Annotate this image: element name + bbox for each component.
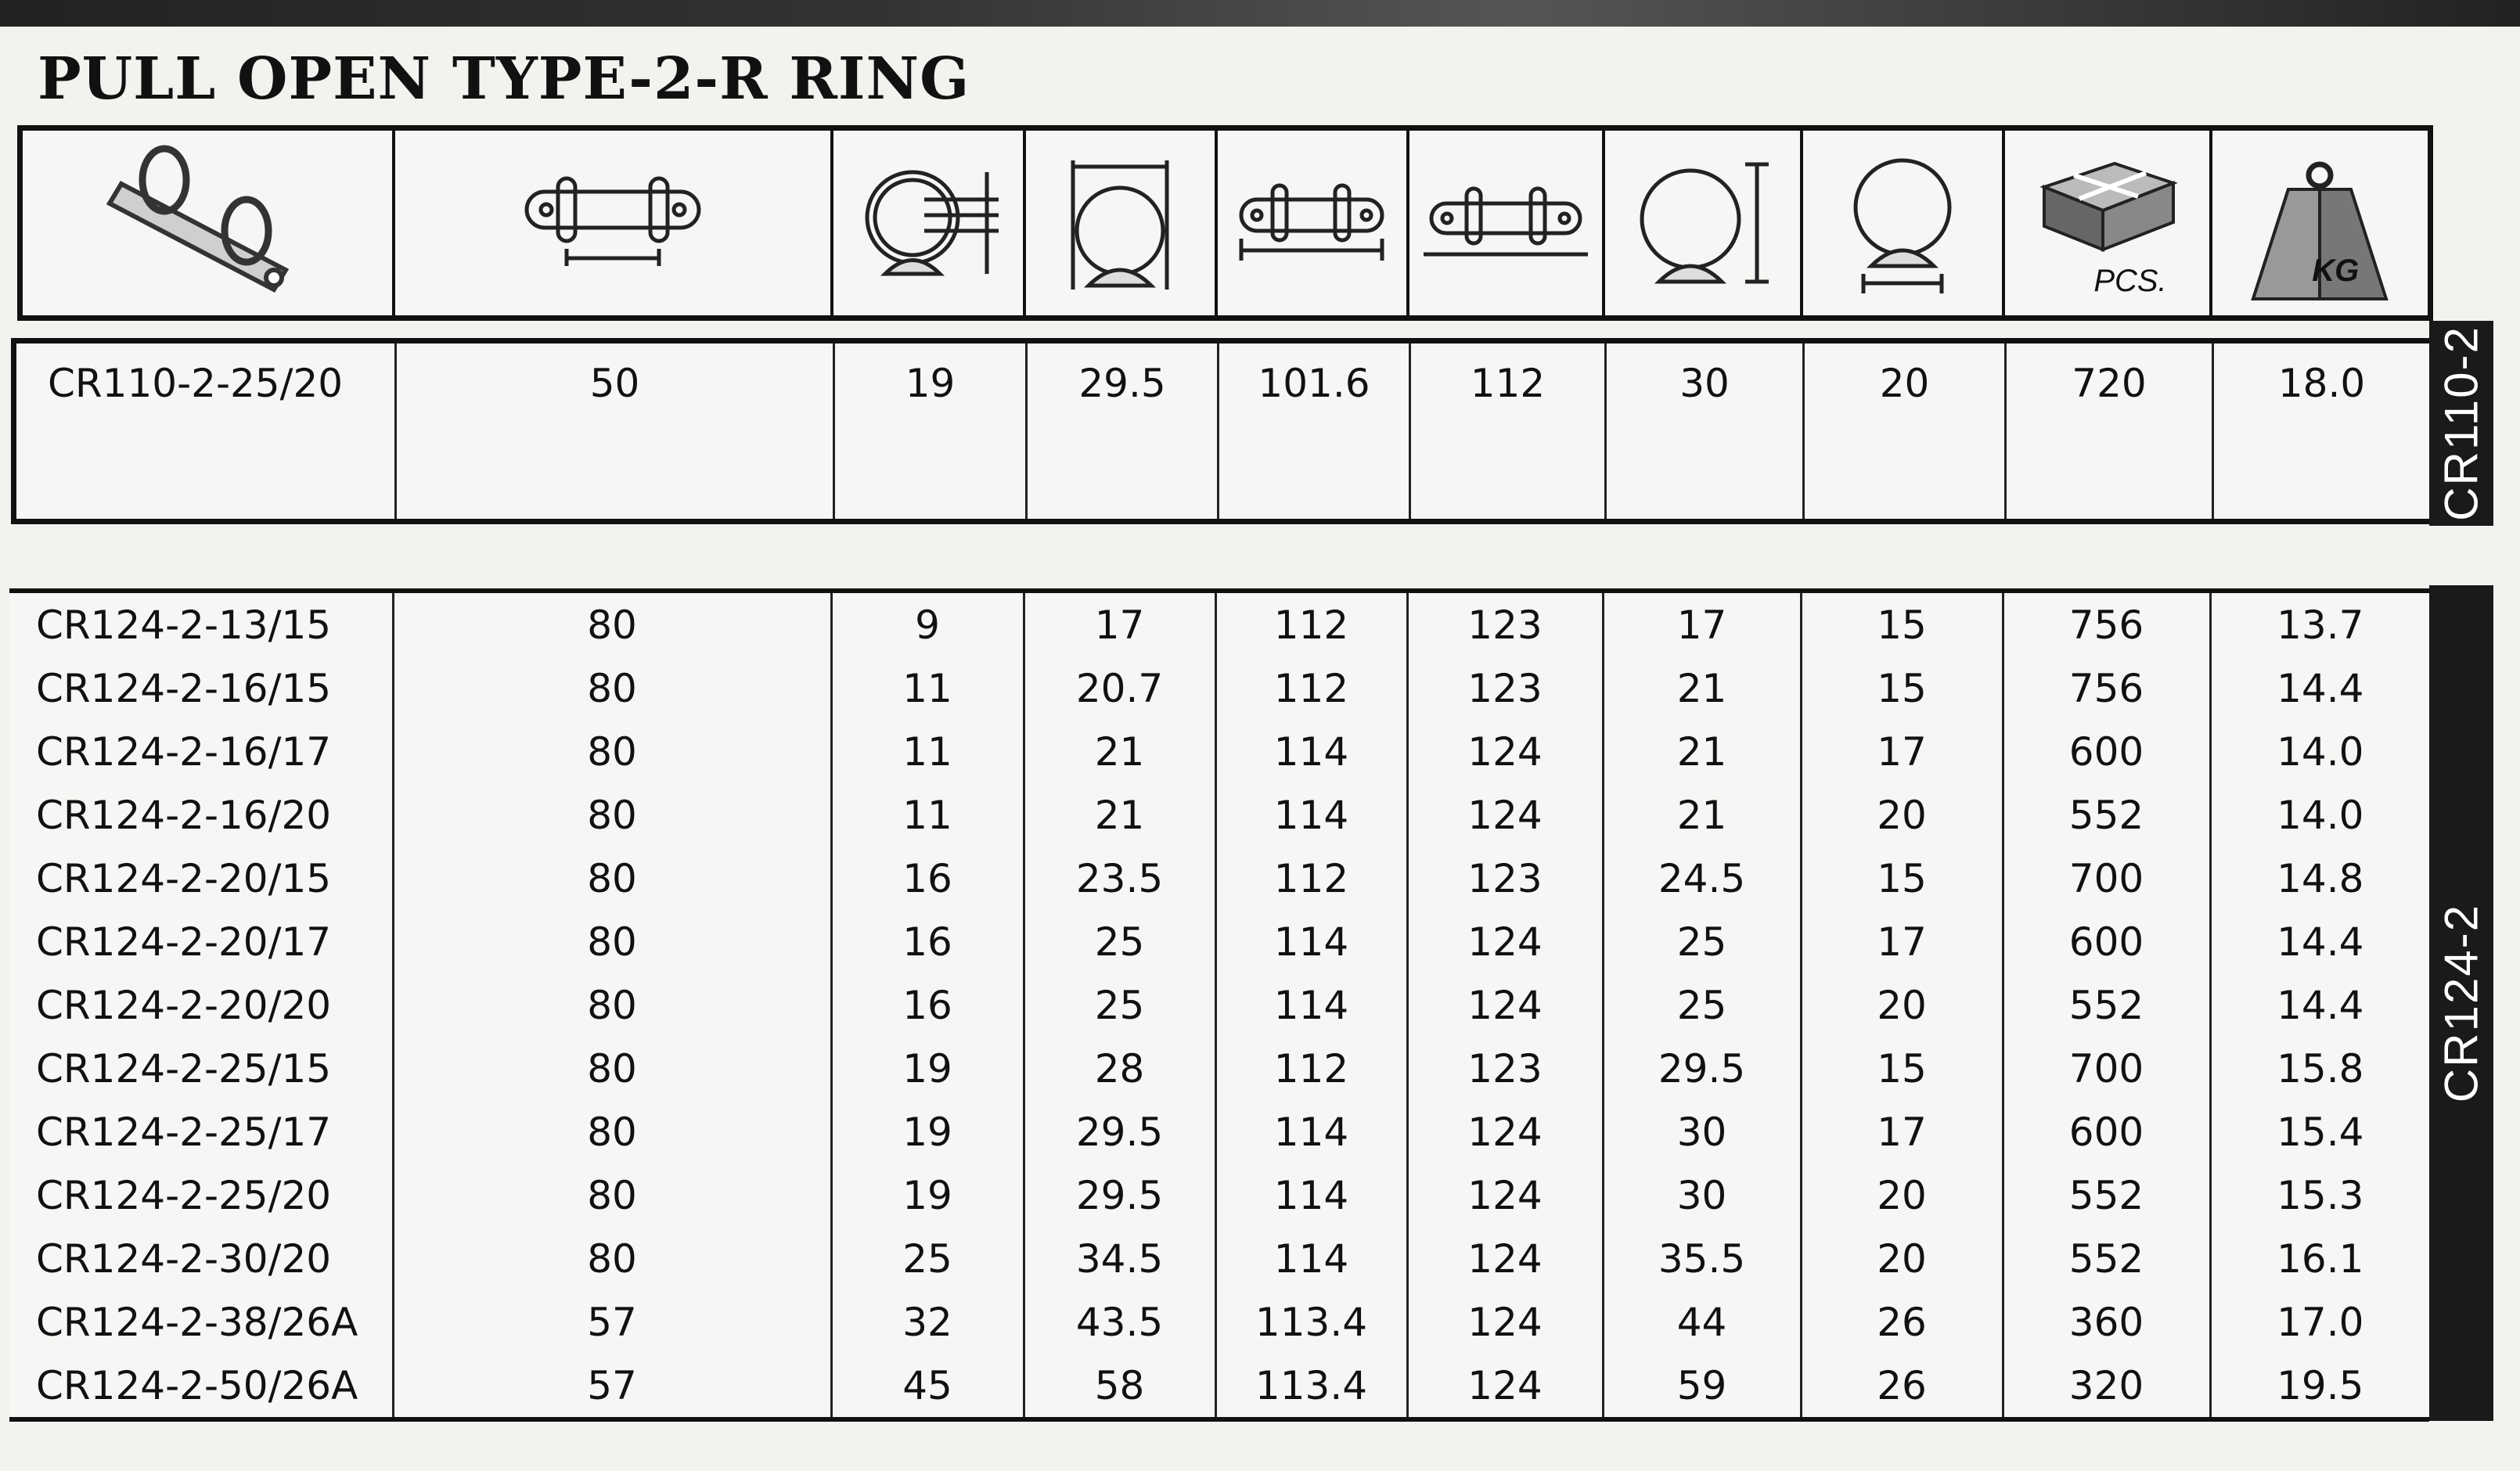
value-cell: 700 — [2003, 1037, 2210, 1100]
value-cell: 124 — [1407, 1100, 1603, 1163]
value-cell: 20 — [1804, 341, 2006, 522]
value-cell: 552 — [2003, 783, 2210, 847]
value-cell: 124 — [1407, 783, 1603, 847]
value-cell: 34.5 — [1024, 1227, 1215, 1290]
value-cell: 21 — [1603, 720, 1801, 783]
value-cell: 720 — [2006, 341, 2213, 522]
page-title: PULL OPEN TYPE-2-R RING — [38, 45, 970, 113]
value-cell: 58 — [1024, 1354, 1215, 1419]
value-cell: 44 — [1603, 1290, 1801, 1354]
value-cell: 15 — [1801, 591, 2003, 656]
model-cell: CR124-2-20/20 — [36, 982, 332, 1028]
value-cell: 80 — [393, 973, 831, 1037]
value-cell: 59 — [1603, 1354, 1801, 1419]
value-cell: 360 — [2003, 1290, 2210, 1354]
value-cell: 114 — [1215, 910, 1407, 973]
value-cell: 112 — [1215, 847, 1407, 910]
value-cell: 124 — [1407, 910, 1603, 973]
value-cell: 30 — [1606, 341, 1804, 522]
value-cell: 35.5 — [1603, 1227, 1801, 1290]
value-cell: 17.0 — [2210, 1290, 2429, 1354]
value-cell: 112 — [1410, 341, 1606, 522]
value-cell: 15.8 — [2210, 1037, 2429, 1100]
value-cell: 15 — [1801, 656, 2003, 720]
value-cell: 18.0 — [2213, 341, 2432, 522]
value-cell: 25 — [1603, 973, 1801, 1037]
value-cell: 14.4 — [2210, 910, 2429, 973]
value-cell: 14.0 — [2210, 783, 2429, 847]
value-cell: 15.4 — [2210, 1100, 2429, 1163]
value-cell: 114 — [1215, 783, 1407, 847]
value-cell: 20 — [1801, 973, 2003, 1037]
header-cell-kg — [2211, 128, 2431, 318]
model-cell: CR124-2-25/20 — [36, 1172, 332, 1218]
header-cell-spacing — [394, 128, 832, 318]
value-cell: 80 — [393, 1163, 831, 1227]
value-cell: 26 — [1801, 1354, 2003, 1419]
value-cell: 15 — [1801, 847, 2003, 910]
base-width-diagram-icon — [1832, 149, 1973, 297]
table-row — [9, 1037, 2429, 1100]
table-row — [9, 1227, 2429, 1290]
value-cell: 600 — [2003, 1100, 2210, 1163]
value-cell: 552 — [2003, 973, 2210, 1037]
table-row — [9, 910, 2429, 973]
table-row — [14, 341, 2432, 522]
kg-label: KG — [2312, 253, 2360, 288]
value-cell: 114 — [1215, 1163, 1407, 1227]
weight-icon — [2245, 158, 2394, 315]
model-cell: CR124-2-16/20 — [36, 792, 332, 838]
value-cell: 57 — [393, 1354, 831, 1419]
value-cell: 123 — [1407, 591, 1603, 656]
value-cell: 114 — [1215, 973, 1407, 1037]
value-cell: 80 — [393, 720, 831, 783]
value-cell: 20 — [1801, 1163, 2003, 1227]
value-cell: 700 — [2003, 847, 2210, 910]
value-cell: 320 — [2003, 1354, 2210, 1419]
value-cell: 123 — [1407, 656, 1603, 720]
value-cell: 123 — [1407, 1037, 1603, 1100]
ring-spacing-diagram-icon — [511, 172, 715, 274]
base-length-diagram-icon — [1229, 176, 1394, 270]
value-cell: 123 — [1407, 847, 1603, 910]
top-dark-band — [0, 0, 2520, 27]
value-cell: 17 — [1024, 591, 1215, 656]
value-cell: 11 — [831, 656, 1024, 720]
value-cell: 124 — [1407, 1290, 1603, 1354]
model-cell: CR124-2-16/17 — [36, 728, 332, 775]
value-cell: 17 — [1801, 720, 2003, 783]
value-cell: 16.1 — [2210, 1227, 2429, 1290]
value-cell: 19 — [831, 1163, 1024, 1227]
value-cell: 29.5 — [1024, 1163, 1215, 1227]
cr110-table — [11, 338, 2435, 524]
value-cell: 600 — [2003, 720, 2210, 783]
value-cell: 11 — [831, 783, 1024, 847]
value-cell: 26 — [1801, 1290, 2003, 1354]
value-cell: 552 — [2003, 1163, 2210, 1227]
value-cell: 15.3 — [2210, 1163, 2429, 1227]
value-cell: 30 — [1603, 1163, 1801, 1227]
value-cell: 25 — [831, 1227, 1024, 1290]
value-cell: 124 — [1407, 1163, 1603, 1227]
group-label-text: CR110-2 — [2435, 325, 2488, 521]
value-cell: 25 — [1024, 973, 1215, 1037]
value-cell: 20.7 — [1024, 656, 1215, 720]
ring-mechanism-photo-icon — [90, 137, 325, 309]
value-cell: 80 — [393, 656, 831, 720]
header-cell-base-width — [1802, 128, 2003, 318]
value-cell: 21 — [1603, 783, 1801, 847]
group-label-cr124-2 — [2429, 585, 2493, 1421]
value-cell: 19 — [834, 341, 1027, 522]
value-cell: 552 — [2003, 1227, 2210, 1290]
group-label-text: CR124-2 — [2435, 903, 2488, 1103]
header-cell-capacity — [832, 128, 1024, 318]
model-cell: CR124-2-25/15 — [36, 1045, 332, 1092]
model-cell: CR124-2-20/15 — [36, 855, 332, 901]
value-cell: 80 — [393, 1037, 831, 1100]
cr124-table — [9, 588, 2429, 1422]
value-cell: 112 — [1215, 1037, 1407, 1100]
value-cell: 112 — [1215, 591, 1407, 656]
value-cell: 11 — [831, 720, 1024, 783]
header-cell-overall-length — [1408, 128, 1604, 318]
table-row — [9, 783, 2429, 847]
header-icon-row — [17, 125, 2433, 321]
value-cell: 80 — [393, 910, 831, 973]
table-row — [9, 720, 2429, 783]
value-cell: 80 — [393, 1227, 831, 1290]
table-row — [9, 1354, 2429, 1419]
value-cell: 17 — [1801, 1100, 2003, 1163]
value-cell: 114 — [1215, 1227, 1407, 1290]
value-cell: 14.4 — [2210, 973, 2429, 1037]
value-cell: 80 — [393, 783, 831, 847]
header-cell-height — [1024, 128, 1216, 318]
value-cell: 29.5 — [1027, 341, 1219, 522]
header-cell-ring-diameter — [1604, 128, 1802, 318]
value-cell: 113.4 — [1215, 1290, 1407, 1354]
value-cell: 19 — [831, 1037, 1024, 1100]
model-cell: CR124-2-50/26A — [36, 1362, 358, 1408]
value-cell: 600 — [2003, 910, 2210, 973]
value-cell: 124 — [1407, 1227, 1603, 1290]
value-cell: 45 — [831, 1354, 1024, 1419]
value-cell: 20 — [1801, 783, 2003, 847]
value-cell: 30 — [1603, 1100, 1801, 1163]
value-cell: 15 — [1801, 1037, 2003, 1100]
value-cell: 124 — [1407, 973, 1603, 1037]
model-cell: CR124-2-38/26A — [36, 1299, 358, 1345]
value-cell: 21 — [1024, 720, 1215, 783]
value-cell: 19 — [831, 1100, 1024, 1163]
value-cell: 80 — [393, 847, 831, 910]
value-cell: 114 — [1215, 720, 1407, 783]
group-label-cr110-2 — [2429, 321, 2493, 526]
value-cell: 16 — [831, 847, 1024, 910]
value-cell: 23.5 — [1024, 847, 1215, 910]
value-cell: 25 — [1024, 910, 1215, 973]
value-cell: 9 — [831, 591, 1024, 656]
value-cell: 756 — [2003, 591, 2210, 656]
value-cell: 112 — [1215, 656, 1407, 720]
value-cell: 19.5 — [2210, 1354, 2429, 1419]
value-cell: 14.4 — [2210, 656, 2429, 720]
value-cell: 17 — [1603, 591, 1801, 656]
model-cell: CR124-2-25/17 — [36, 1109, 332, 1155]
value-cell: 80 — [393, 591, 831, 656]
table-row — [9, 847, 2429, 910]
value-cell: 14.8 — [2210, 847, 2429, 910]
value-cell: 29.5 — [1603, 1037, 1801, 1100]
value-cell: 13.7 — [2210, 591, 2429, 656]
table-row — [9, 656, 2429, 720]
cr124-table-body — [9, 591, 2429, 1419]
value-cell: 29.5 — [1024, 1100, 1215, 1163]
value-cell: 57 — [393, 1290, 831, 1354]
value-cell: 21 — [1024, 783, 1215, 847]
value-cell: 32 — [831, 1290, 1024, 1354]
table-row — [9, 1163, 2429, 1227]
value-cell: 124 — [1407, 1354, 1603, 1419]
table-row — [9, 1100, 2429, 1163]
model-cell: CR124-2-20/17 — [36, 919, 332, 965]
value-cell: 17 — [1801, 910, 2003, 973]
value-cell: 20 — [1801, 1227, 2003, 1290]
value-cell: 124 — [1407, 720, 1603, 783]
value-cell: 80 — [393, 1100, 831, 1163]
ring-diameter-diagram-icon — [1624, 153, 1780, 293]
overall-length-diagram-icon — [1420, 176, 1592, 270]
model-cell: CR124-2-30/20 — [36, 1235, 332, 1282]
value-cell: 101.6 — [1219, 341, 1410, 522]
value-cell: 43.5 — [1024, 1290, 1215, 1354]
value-cell: 756 — [2003, 656, 2210, 720]
value-cell: 113.4 — [1215, 1354, 1407, 1419]
value-cell: 14.0 — [2210, 720, 2429, 783]
value-cell: 50 — [396, 341, 834, 522]
model-cell: CR110-2-25/20 — [48, 361, 344, 406]
table-row — [9, 1290, 2429, 1354]
value-cell: 24.5 — [1603, 847, 1801, 910]
header-cell-photo — [20, 128, 394, 318]
value-cell: 25 — [1603, 910, 1801, 973]
value-cell: 16 — [831, 973, 1024, 1037]
pcs-label: PCS. — [2093, 263, 2167, 298]
model-cell: CR124-2-16/15 — [36, 665, 332, 711]
ring-height-diagram-icon — [1049, 153, 1190, 293]
header-cell-base-length — [1216, 128, 1408, 318]
value-cell: 28 — [1024, 1037, 1215, 1100]
ring-capacity-diagram-icon — [850, 156, 1006, 290]
model-cell: CR124-2-13/15 — [36, 602, 332, 648]
value-cell: 21 — [1603, 656, 1801, 720]
value-cell: 114 — [1215, 1100, 1407, 1163]
table-row — [9, 591, 2429, 656]
table-row — [9, 973, 2429, 1037]
value-cell: 16 — [831, 910, 1024, 973]
header-cell-pcs — [2003, 128, 2211, 318]
